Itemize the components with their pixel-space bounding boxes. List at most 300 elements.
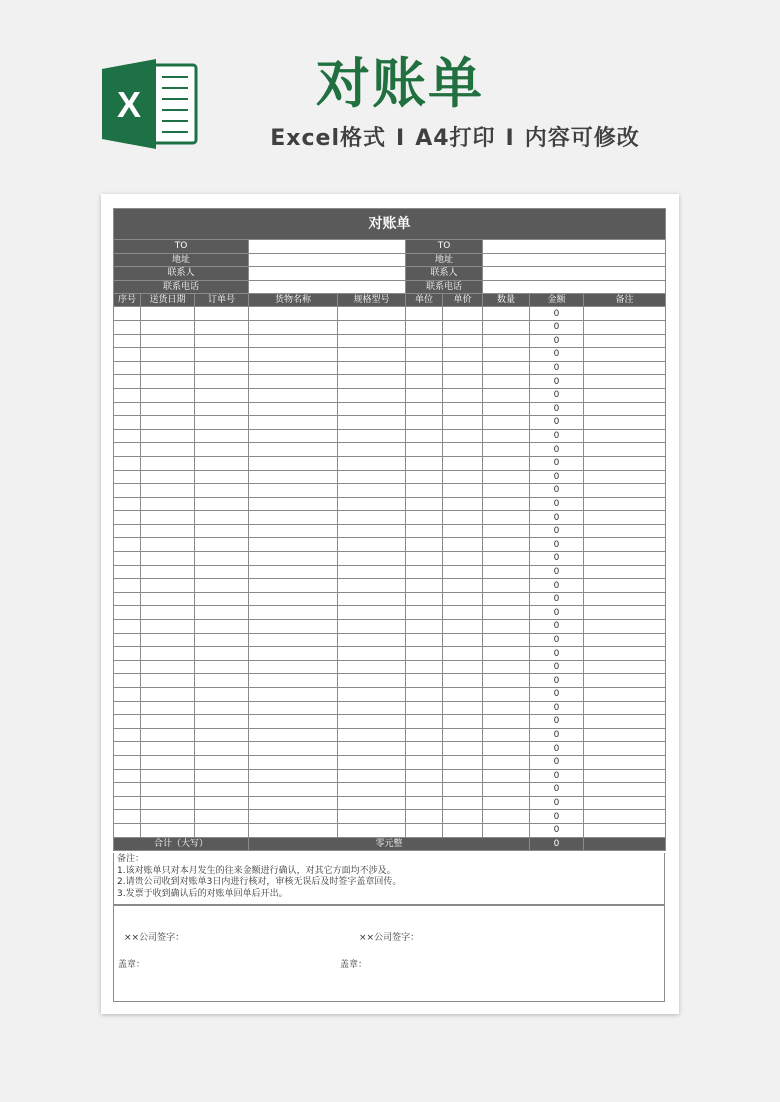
table-cell[interactable]: [483, 552, 530, 566]
table-cell[interactable]: [338, 443, 406, 457]
table-cell[interactable]: [584, 348, 666, 362]
table-cell[interactable]: [195, 701, 249, 715]
table-cell[interactable]: [141, 361, 195, 375]
table-cell[interactable]: [338, 307, 406, 321]
table-cell[interactable]: [483, 783, 530, 797]
table-cell[interactable]: [483, 456, 530, 470]
table-cell[interactable]: [195, 375, 249, 389]
info-right-value[interactable]: [483, 280, 666, 294]
table-cell[interactable]: [195, 796, 249, 810]
table-cell[interactable]: [443, 361, 483, 375]
table-cell[interactable]: [249, 565, 338, 579]
table-cell[interactable]: [141, 592, 195, 606]
table-cell[interactable]: [584, 715, 666, 729]
table-cell[interactable]: [406, 497, 443, 511]
table-cell[interactable]: [141, 674, 195, 688]
table-cell[interactable]: [141, 660, 195, 674]
table-cell[interactable]: [195, 552, 249, 566]
table-cell[interactable]: [443, 796, 483, 810]
table-cell[interactable]: [443, 429, 483, 443]
table-cell[interactable]: [141, 728, 195, 742]
table-cell[interactable]: [406, 810, 443, 824]
table-cell[interactable]: [406, 443, 443, 457]
table-cell[interactable]: [114, 497, 141, 511]
table-cell[interactable]: [195, 348, 249, 362]
table-cell[interactable]: [249, 416, 338, 430]
table-cell[interactable]: [406, 823, 443, 837]
table-cell[interactable]: [338, 633, 406, 647]
info-right-value[interactable]: [483, 253, 666, 267]
table-cell[interactable]: [406, 620, 443, 634]
table-cell[interactable]: [406, 456, 443, 470]
table-cell[interactable]: [249, 701, 338, 715]
table-cell[interactable]: [338, 783, 406, 797]
amount-cell[interactable]: 0: [530, 484, 584, 498]
table-cell[interactable]: [483, 538, 530, 552]
table-cell[interactable]: [406, 416, 443, 430]
table-cell[interactable]: [249, 361, 338, 375]
amount-cell[interactable]: 0: [530, 307, 584, 321]
table-cell[interactable]: [195, 565, 249, 579]
table-cell[interactable]: [443, 810, 483, 824]
table-cell[interactable]: [141, 443, 195, 457]
table-cell[interactable]: [195, 633, 249, 647]
table-cell[interactable]: [141, 402, 195, 416]
table-cell[interactable]: [249, 443, 338, 457]
table-cell[interactable]: [406, 660, 443, 674]
table-cell[interactable]: [141, 524, 195, 538]
table-cell[interactable]: [195, 742, 249, 756]
table-cell[interactable]: [443, 470, 483, 484]
table-cell[interactable]: [141, 429, 195, 443]
table-cell[interactable]: [249, 307, 338, 321]
table-cell[interactable]: [406, 320, 443, 334]
table-cell[interactable]: [141, 334, 195, 348]
table-cell[interactable]: [406, 307, 443, 321]
table-cell[interactable]: [141, 579, 195, 593]
table-cell[interactable]: [584, 538, 666, 552]
table-cell[interactable]: [338, 524, 406, 538]
table-cell[interactable]: [141, 715, 195, 729]
table-cell[interactable]: [141, 388, 195, 402]
table-cell[interactable]: [443, 647, 483, 661]
table-cell[interactable]: [483, 647, 530, 661]
table-cell[interactable]: [406, 552, 443, 566]
table-cell[interactable]: [443, 783, 483, 797]
table-cell[interactable]: [443, 538, 483, 552]
table-cell[interactable]: [483, 715, 530, 729]
table-cell[interactable]: [443, 320, 483, 334]
table-cell[interactable]: [338, 592, 406, 606]
amount-cell[interactable]: 0: [530, 443, 584, 457]
table-cell[interactable]: [249, 810, 338, 824]
amount-cell[interactable]: 0: [530, 715, 584, 729]
amount-cell[interactable]: 0: [530, 620, 584, 634]
table-cell[interactable]: [141, 497, 195, 511]
table-cell[interactable]: [141, 755, 195, 769]
table-cell[interactable]: [338, 742, 406, 756]
table-cell[interactable]: [195, 688, 249, 702]
info-right-value[interactable]: [483, 240, 666, 254]
table-cell[interactable]: [195, 579, 249, 593]
table-cell[interactable]: [443, 769, 483, 783]
table-cell[interactable]: [338, 497, 406, 511]
table-cell[interactable]: [141, 783, 195, 797]
table-cell[interactable]: [249, 755, 338, 769]
amount-cell[interactable]: 0: [530, 688, 584, 702]
table-cell[interactable]: [114, 769, 141, 783]
table-cell[interactable]: [141, 633, 195, 647]
table-cell[interactable]: [584, 375, 666, 389]
table-cell[interactable]: [584, 742, 666, 756]
table-cell[interactable]: [338, 348, 406, 362]
table-cell[interactable]: [141, 538, 195, 552]
table-cell[interactable]: [338, 755, 406, 769]
table-cell[interactable]: [584, 633, 666, 647]
table-cell[interactable]: [443, 701, 483, 715]
table-cell[interactable]: [584, 320, 666, 334]
table-cell[interactable]: [114, 320, 141, 334]
table-cell[interactable]: [195, 647, 249, 661]
table-cell[interactable]: [443, 484, 483, 498]
table-cell[interactable]: [338, 511, 406, 525]
amount-cell[interactable]: 0: [530, 592, 584, 606]
amount-cell[interactable]: 0: [530, 701, 584, 715]
table-cell[interactable]: [141, 742, 195, 756]
table-cell[interactable]: [483, 388, 530, 402]
table-cell[interactable]: [338, 388, 406, 402]
table-cell[interactable]: [584, 416, 666, 430]
table-cell[interactable]: [195, 660, 249, 674]
table-cell[interactable]: [443, 755, 483, 769]
table-cell[interactable]: [114, 592, 141, 606]
table-cell[interactable]: [406, 429, 443, 443]
amount-cell[interactable]: 0: [530, 334, 584, 348]
amount-cell[interactable]: 0: [530, 606, 584, 620]
table-cell[interactable]: [406, 579, 443, 593]
amount-cell[interactable]: 0: [530, 538, 584, 552]
table-cell[interactable]: [249, 497, 338, 511]
table-cell[interactable]: [141, 320, 195, 334]
table-cell[interactable]: [584, 769, 666, 783]
table-cell[interactable]: [584, 429, 666, 443]
amount-cell[interactable]: 0: [530, 823, 584, 837]
table-cell[interactable]: [483, 307, 530, 321]
table-cell[interactable]: [249, 538, 338, 552]
table-cell[interactable]: [114, 484, 141, 498]
table-cell[interactable]: [114, 647, 141, 661]
info-left-value[interactable]: [249, 240, 406, 254]
table-cell[interactable]: [249, 769, 338, 783]
table-cell[interactable]: [141, 688, 195, 702]
table-cell[interactable]: [406, 470, 443, 484]
table-cell[interactable]: [584, 307, 666, 321]
table-cell[interactable]: [249, 375, 338, 389]
table-cell[interactable]: [195, 456, 249, 470]
table-cell[interactable]: [114, 783, 141, 797]
table-cell[interactable]: [443, 728, 483, 742]
table-cell[interactable]: [114, 416, 141, 430]
table-cell[interactable]: [443, 606, 483, 620]
table-cell[interactable]: [114, 606, 141, 620]
table-cell[interactable]: [141, 375, 195, 389]
table-cell[interactable]: [338, 334, 406, 348]
table-cell[interactable]: [249, 402, 338, 416]
table-cell[interactable]: [483, 524, 530, 538]
table-cell[interactable]: [249, 524, 338, 538]
amount-cell[interactable]: 0: [530, 728, 584, 742]
table-cell[interactable]: [195, 320, 249, 334]
table-cell[interactable]: [483, 511, 530, 525]
table-cell[interactable]: [141, 484, 195, 498]
table-cell[interactable]: [338, 320, 406, 334]
table-cell[interactable]: [406, 701, 443, 715]
table-cell[interactable]: [195, 524, 249, 538]
table-cell[interactable]: [338, 606, 406, 620]
table-cell[interactable]: [584, 565, 666, 579]
table-cell[interactable]: [483, 470, 530, 484]
table-cell[interactable]: [195, 592, 249, 606]
table-cell[interactable]: [114, 470, 141, 484]
amount-cell[interactable]: 0: [530, 647, 584, 661]
table-cell[interactable]: [584, 592, 666, 606]
table-cell[interactable]: [406, 361, 443, 375]
table-cell[interactable]: [483, 484, 530, 498]
table-cell[interactable]: [483, 565, 530, 579]
table-cell[interactable]: [249, 823, 338, 837]
table-cell[interactable]: [584, 701, 666, 715]
table-cell[interactable]: [249, 334, 338, 348]
table-cell[interactable]: [338, 565, 406, 579]
table-cell[interactable]: [249, 620, 338, 634]
table-cell[interactable]: [195, 823, 249, 837]
table-cell[interactable]: [141, 511, 195, 525]
table-cell[interactable]: [443, 552, 483, 566]
amount-cell[interactable]: 0: [530, 796, 584, 810]
table-cell[interactable]: [483, 688, 530, 702]
table-cell[interactable]: [195, 429, 249, 443]
table-cell[interactable]: [443, 715, 483, 729]
table-cell[interactable]: [584, 755, 666, 769]
table-cell[interactable]: [249, 606, 338, 620]
table-cell[interactable]: [483, 592, 530, 606]
table-cell[interactable]: [114, 660, 141, 674]
table-cell[interactable]: [114, 361, 141, 375]
table-cell[interactable]: [443, 674, 483, 688]
table-cell[interactable]: [114, 402, 141, 416]
table-cell[interactable]: [195, 769, 249, 783]
table-cell[interactable]: [195, 497, 249, 511]
table-cell[interactable]: [406, 755, 443, 769]
table-cell[interactable]: [114, 796, 141, 810]
amount-cell[interactable]: 0: [530, 456, 584, 470]
table-cell[interactable]: [483, 742, 530, 756]
table-cell[interactable]: [249, 348, 338, 362]
table-cell[interactable]: [249, 470, 338, 484]
table-cell[interactable]: [195, 334, 249, 348]
table-cell[interactable]: [483, 755, 530, 769]
table-cell[interactable]: [443, 511, 483, 525]
table-cell[interactable]: [584, 443, 666, 457]
table-cell[interactable]: [114, 620, 141, 634]
table-cell[interactable]: [195, 538, 249, 552]
table-cell[interactable]: [114, 674, 141, 688]
table-cell[interactable]: [443, 823, 483, 837]
table-cell[interactable]: [249, 388, 338, 402]
table-cell[interactable]: [406, 606, 443, 620]
table-cell[interactable]: [114, 334, 141, 348]
table-cell[interactable]: [249, 647, 338, 661]
table-cell[interactable]: [483, 810, 530, 824]
table-cell[interactable]: [114, 511, 141, 525]
table-cell[interactable]: [338, 715, 406, 729]
table-cell[interactable]: [195, 443, 249, 457]
amount-cell[interactable]: 0: [530, 388, 584, 402]
table-cell[interactable]: [443, 307, 483, 321]
table-cell[interactable]: [483, 728, 530, 742]
table-cell[interactable]: [443, 443, 483, 457]
table-cell[interactable]: [584, 470, 666, 484]
table-cell[interactable]: [338, 769, 406, 783]
table-cell[interactable]: [249, 715, 338, 729]
table-cell[interactable]: [195, 783, 249, 797]
table-cell[interactable]: [584, 524, 666, 538]
table-cell[interactable]: [584, 783, 666, 797]
info-left-value[interactable]: [249, 267, 406, 281]
table-cell[interactable]: [249, 579, 338, 593]
table-cell[interactable]: [141, 552, 195, 566]
table-cell[interactable]: [114, 728, 141, 742]
table-cell[interactable]: [195, 728, 249, 742]
table-cell[interactable]: [443, 592, 483, 606]
table-cell[interactable]: [249, 728, 338, 742]
table-cell[interactable]: [443, 620, 483, 634]
table-cell[interactable]: [338, 402, 406, 416]
table-cell[interactable]: [141, 823, 195, 837]
table-cell[interactable]: [249, 633, 338, 647]
table-cell[interactable]: [406, 511, 443, 525]
table-cell[interactable]: [406, 633, 443, 647]
table-cell[interactable]: [483, 660, 530, 674]
table-cell[interactable]: [584, 511, 666, 525]
table-cell[interactable]: [195, 470, 249, 484]
table-cell[interactable]: [406, 769, 443, 783]
table-cell[interactable]: [195, 606, 249, 620]
table-cell[interactable]: [338, 674, 406, 688]
table-cell[interactable]: [114, 429, 141, 443]
table-cell[interactable]: [141, 348, 195, 362]
table-cell[interactable]: [141, 416, 195, 430]
table-cell[interactable]: [483, 375, 530, 389]
table-cell[interactable]: [406, 742, 443, 756]
table-cell[interactable]: [406, 334, 443, 348]
amount-cell[interactable]: 0: [530, 416, 584, 430]
table-cell[interactable]: [443, 402, 483, 416]
table-cell[interactable]: [443, 565, 483, 579]
table-cell[interactable]: [483, 334, 530, 348]
table-cell[interactable]: [406, 565, 443, 579]
info-right-value[interactable]: [483, 267, 666, 281]
info-left-value[interactable]: [249, 253, 406, 267]
table-cell[interactable]: [406, 348, 443, 362]
table-cell[interactable]: [584, 497, 666, 511]
table-cell[interactable]: [406, 402, 443, 416]
table-cell[interactable]: [141, 470, 195, 484]
table-cell[interactable]: [584, 674, 666, 688]
table-cell[interactable]: [406, 375, 443, 389]
table-cell[interactable]: [114, 715, 141, 729]
table-cell[interactable]: [338, 823, 406, 837]
table-cell[interactable]: [338, 429, 406, 443]
amount-cell[interactable]: 0: [530, 361, 584, 375]
table-cell[interactable]: [483, 443, 530, 457]
table-cell[interactable]: [114, 552, 141, 566]
table-cell[interactable]: [584, 660, 666, 674]
table-cell[interactable]: [443, 348, 483, 362]
table-cell[interactable]: [338, 538, 406, 552]
amount-cell[interactable]: 0: [530, 633, 584, 647]
table-cell[interactable]: [338, 361, 406, 375]
table-cell[interactable]: [195, 484, 249, 498]
amount-cell[interactable]: 0: [530, 660, 584, 674]
table-cell[interactable]: [406, 484, 443, 498]
table-cell[interactable]: [114, 701, 141, 715]
table-cell[interactable]: [114, 688, 141, 702]
table-cell[interactable]: [338, 728, 406, 742]
amount-cell[interactable]: 0: [530, 375, 584, 389]
table-cell[interactable]: [249, 320, 338, 334]
table-cell[interactable]: [195, 755, 249, 769]
table-cell[interactable]: [483, 348, 530, 362]
table-cell[interactable]: [195, 388, 249, 402]
table-cell[interactable]: [483, 320, 530, 334]
table-cell[interactable]: [443, 456, 483, 470]
table-cell[interactable]: [443, 660, 483, 674]
table-cell[interactable]: [584, 823, 666, 837]
amount-cell[interactable]: 0: [530, 429, 584, 443]
table-cell[interactable]: [338, 579, 406, 593]
table-cell[interactable]: [406, 524, 443, 538]
table-cell[interactable]: [584, 620, 666, 634]
table-cell[interactable]: [338, 456, 406, 470]
table-cell[interactable]: [141, 701, 195, 715]
table-cell[interactable]: [195, 810, 249, 824]
table-cell[interactable]: [483, 402, 530, 416]
table-cell[interactable]: [249, 552, 338, 566]
table-cell[interactable]: [114, 633, 141, 647]
table-cell[interactable]: [443, 375, 483, 389]
table-cell[interactable]: [584, 606, 666, 620]
table-cell[interactable]: [338, 484, 406, 498]
amount-cell[interactable]: 0: [530, 783, 584, 797]
info-left-value[interactable]: [249, 280, 406, 294]
table-cell[interactable]: [584, 647, 666, 661]
table-cell[interactable]: [114, 443, 141, 457]
table-cell[interactable]: [195, 620, 249, 634]
table-cell[interactable]: [483, 361, 530, 375]
table-cell[interactable]: [443, 633, 483, 647]
table-cell[interactable]: [443, 688, 483, 702]
table-cell[interactable]: [141, 769, 195, 783]
table-cell[interactable]: [406, 538, 443, 552]
table-cell[interactable]: [114, 579, 141, 593]
table-cell[interactable]: [584, 456, 666, 470]
table-cell[interactable]: [584, 688, 666, 702]
table-cell[interactable]: [338, 810, 406, 824]
table-cell[interactable]: [584, 361, 666, 375]
table-cell[interactable]: [249, 484, 338, 498]
table-cell[interactable]: [141, 565, 195, 579]
